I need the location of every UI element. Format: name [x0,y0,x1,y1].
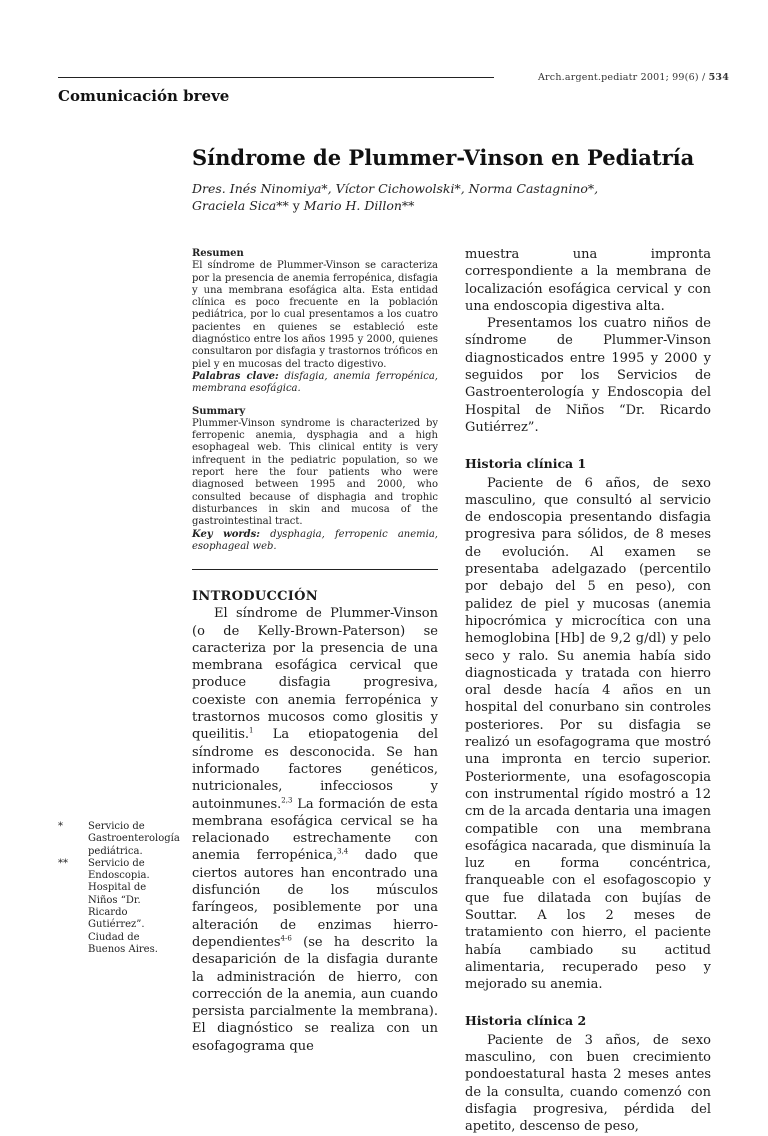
authors-line-1: Dres. Inés Ninomiya*, Víctor Cichowolski*, Norma Castagnino*, [192,181,599,196]
case-2-heading: Historia clínica 2 [465,1013,587,1029]
summary-keywords: Key words: dysphagia, ferropenic anemia, esophageal web. [192,528,438,552]
citation: 1 [249,727,254,736]
resumen-text: El síndrome de Plummer-Vinson se caracteriza por la presencia de anemia ferropénica, disfagia y una membrana esofágica alta. Esta entidad clínica es poco frecuente en la población pediátrica, por lo cual presentamos a los cuatro pacientes en quienes se estableció este diagnóstico entre los años 1995 y 2000, quienes consultaron por disfagia y trastornos tróficos en piel y en mucosas del tracto digestivo. [192,260,438,370]
right-column [465,246,711,1136]
abstract-block [192,248,438,553]
journal-reference: Arch.argent.pediatr 2001; 99(6) / 534 [538,72,730,83]
intro-paragraph-2: Presentamos los cuatro niños de síndrome de Plummer-Vinson diagnosticados entre 1995 y 2000 y seguidos por los Servicios de Gastroenterología y Endoscopia del Hospital de Niños “Dr. Ricardo Gutiérrez”. [465,316,711,435]
footnote: * Servicio de Gastroenterología pediátrica. [58,821,180,857]
footnote: ** Servicio de Endoscopia. Hospital de Niños “Dr. Ricardo Gutiérrez”. Ciudad de Buenos Aires. [58,857,158,955]
affiliation-footnotes [58,821,178,956]
case-1-text: Paciente de 6 años, de sexo masculino, que consultó al servicio de endoscopia presentando disfagia progresiva para sólidos, de 8 meses de evolución. Al examen se presentaba adelgazado (percentilo por debajo del 5 en peso), con palidez de piel y mucosas (anemia hipocrómica y microcítica con una hemoglobina [Hb] de 9,2 g/dl) y pelo seco y ralo. Su anemia había sido diagnosticada y tratada con hierro oral desde hacía 4 años en un hospital del conurbano sin controles posteriores. Por su disfagia se realizó un esofagograma que mostró una impronta en tercio superior. Posteriormente, una esofagoscopia con instrumental rígido mostró a 12 cm de la arcada dentaria una imagen compatible con una membrana esofágica nacarada, que disminuía la luz en forma concéntrica, franqueable con el esofagoscopio y que fue dilatada con bujías de Souttar. A los 2 meses de tratamiento con hierro, el paciente había cambiado su actitud alimentaria, recuperado peso y mejorado su anemia. [465,475,711,993]
summary-text: Plummer-Vinson syndrome is characterized by ferropenic anemia, dysphagia and a high esophageal web. This clinical entity is very infrequent in the pediatric population, so we report here the four patients who were diagnosed between 1995 and 2000, who consulted because of disphagia and trophic disturbances in skin and mucosa of the gastrointestinal tract. [192,417,438,528]
author-list [192,180,612,214]
intro-continuation: muestra una impronta correspondiente a la membrana de localización esofágica cervical y con una endoscopia digestiva alta. [465,247,711,314]
case-1-heading: Historia clínica 1 [465,456,587,472]
citation: 2,3 [281,796,293,805]
intro-heading: INTRODUCCIÓN [192,589,318,604]
abstract-divider [192,569,438,570]
resumen-heading: Resumen [192,248,244,259]
intro-column [192,588,438,1055]
section-label: Comunicación breve [58,87,230,105]
summary-heading: Summary [192,405,246,417]
resumen-keywords: Palabras clave: disfagia, anemia ferropénica, membrana esofágica. [192,370,438,395]
authors-line-2: Graciela Sica** y Mario H. Dillon** [192,198,415,213]
intro-paragraph: El síndrome de Plummer-Vinson (o de Kelly-Brown-Paterson) se caracteriza por la presencia de una membrana esofágica cervical que produce disfagia progresiva, coexiste con anemia ferropénica y trastornos mucosos como glositis y queilitis.$^1$ La etiopatogenia del síndrome es desconocida. Se han informado factores genéticos, nutricionales, infecciosos y autoinmunes.$^{2,3}$ La formación de esta membrana esofágica cervical se ha relacionado estrechamente con anemia ferropénica,$^{3,4}$ dado que ciertos autores han encontrado una disfunción de los músculos faríngeos, posiblemente por una alteración de enzimas hierro-dependientes$^{4-6}$ (se ha descrito la desaparición de la disfagia durante la administración de hierro, con corrección de la anemia, aun cuando persista parcialmente la membrana). El diagnóstico se realiza con un esofagograma que [192,606,439,1054]
citation: 4-6 [280,934,292,943]
header-rule [58,77,494,78]
case-2-text: Paciente de 3 años, de sexo masculino, con buen crecimiento pondoestatural hasta 2 meses antes de la consulta, cuando comenzó con disfagia progresiva, pérdida del apetito, descenso de peso, [465,1032,711,1135]
citation: 3,4 [337,848,349,857]
article-title: Síndrome de Plummer-Vinson en Pediatría [192,145,695,170]
page-number: 534 [708,72,730,83]
